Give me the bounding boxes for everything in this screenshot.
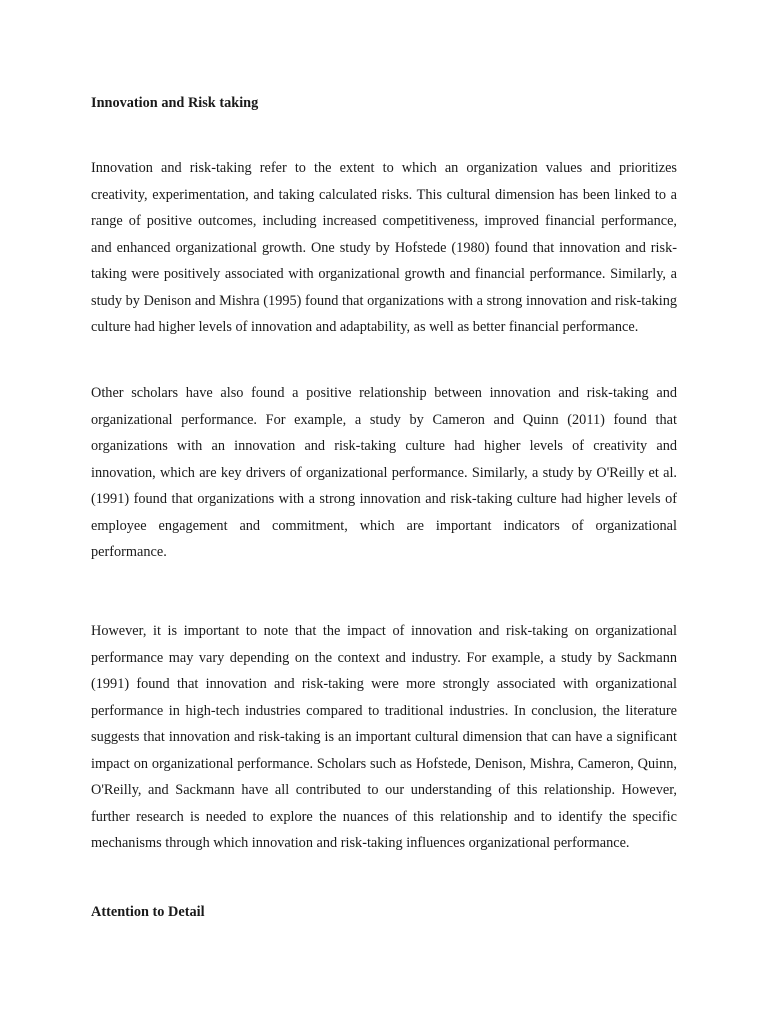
- section-heading-innovation: Innovation and Risk taking: [91, 95, 259, 111]
- paragraph-innovation-definition: Innovation and risk-taking refer to the extent to which an organization values and prioritizes creativity, experimentation, and taking calculated risks. This cultural dimension has been linked to a range of positive outcomes, including increased competitiveness, improved financial performance, and enhanced organizational growth. One study by Hofstede (1980) found that innovation and risk-taking were positively associated with organizational growth and financial performance. Similarly, a study by Denison and Mishra (1995) found that organizations with a strong innovation and risk-taking culture had higher levels of innovation and adaptability, as well as better financial performance.: [91, 160, 677, 335]
- paragraph-other-scholars: Other scholars have also found a positive relationship between innovation and risk-taking and organizational performance. For example, a study by Cameron and Quinn (2011) found that organizations with an innovation and risk-taking culture had higher levels of creativity and innovation, which are key drivers of organizational performance. Similarly, a study by O'Reilly et al. (1991) found that organizations with a strong innovation and risk-taking culture had higher levels of employee engagement and commitment, which are important indicators of organizational performance.: [91, 385, 677, 560]
- paragraph-however-context: However, it is important to note that the impact of innovation and risk-taking on organizational performance may vary depending on the context and industry. For example, a study by Sackmann (1991) found that innovation and risk-taking were more strongly associated with organizational performance in high-tech industries compared to traditional industries. In conclusion, the literature suggests that innovation and risk-taking is an important cultural dimension that can have a significant impact on organizational performance. Scholars such as Hofstede, Denison, Mishra, Cameron, Quinn, O'Reilly, and Sackmann have all contributed to our understanding of this relationship. However, further research is needed to explore the nuances of this relationship and to identify the specific mechanisms through which innovation and risk-taking influences organizational performance.: [91, 623, 677, 851]
- section-heading-attention-to-detail: Attention to Detail: [91, 904, 205, 920]
